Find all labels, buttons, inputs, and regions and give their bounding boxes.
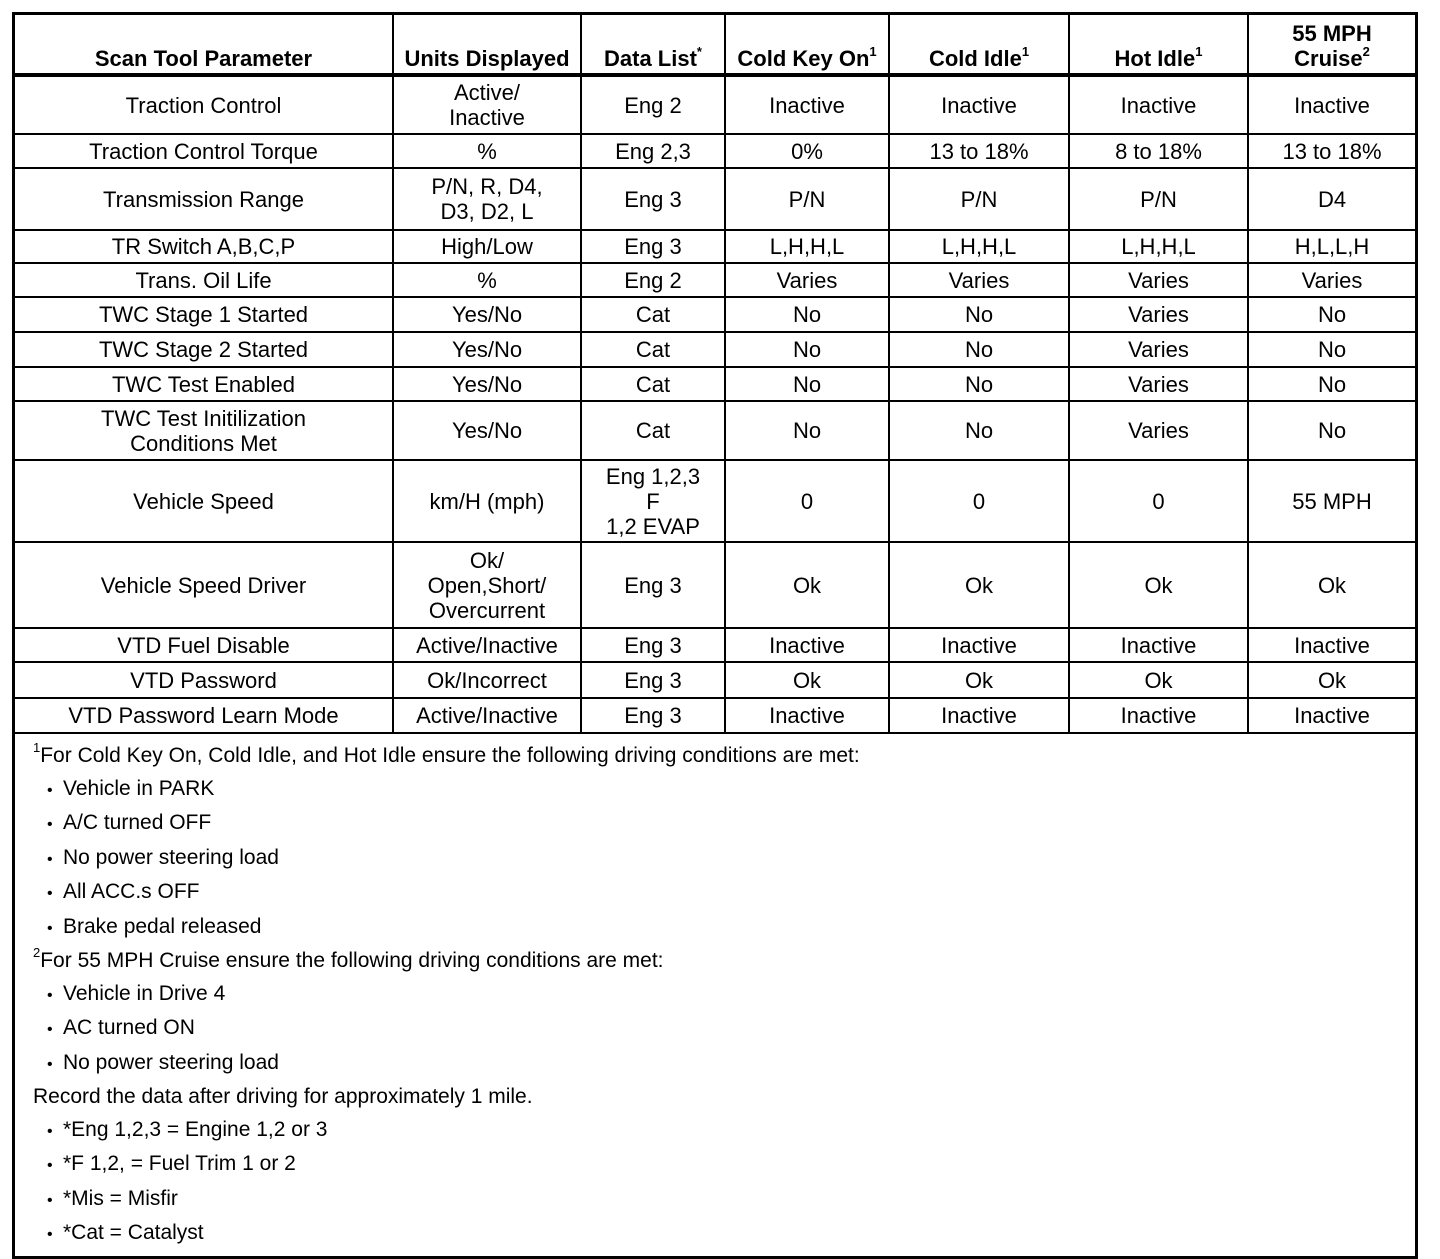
cell-cold-idle: 0	[889, 460, 1069, 542]
cell-hot-idle: Inactive	[1069, 628, 1248, 662]
cell-hot-idle: L,H,H,L	[1069, 230, 1248, 263]
table-row	[15, 75, 1415, 134]
cell-units: Ok/Incorrect	[393, 662, 581, 698]
cell-cruise-55-mph: D4	[1248, 168, 1415, 230]
cell-cruise-55-mph: Inactive	[1248, 75, 1415, 134]
header-hot-idle: Hot Idle$^1$	[1069, 15, 1248, 75]
cell-cold-key-on: No	[725, 401, 889, 460]
cell-cold-idle: No	[889, 401, 1069, 460]
cell-hot-idle: Ok	[1069, 542, 1248, 628]
scan-tool-parameter-table	[15, 15, 1415, 734]
table-row	[15, 263, 1415, 297]
cell-parameter: Traction Control	[15, 75, 393, 134]
cell-cold-idle: Ok	[889, 662, 1069, 698]
table-row	[15, 367, 1415, 401]
cell-data-list: Cat	[581, 297, 725, 332]
cell-units: %	[393, 263, 581, 297]
cell-units: Yes/No	[393, 367, 581, 401]
table-row	[15, 134, 1415, 168]
cell-cold-key-on: Inactive	[725, 628, 889, 662]
cell-cold-key-on: Ok	[725, 662, 889, 698]
footnote-2-conditions	[33, 978, 1395, 1082]
cell-parameter: TWC Test Initilization Conditions Met	[15, 401, 393, 460]
cell-cold-key-on: Inactive	[725, 698, 889, 733]
cell-hot-idle: Varies	[1069, 332, 1248, 367]
cell-hot-idle: Varies	[1069, 367, 1248, 401]
cell-units: Active/ Inactive	[393, 75, 581, 134]
cell-units: High/Low	[393, 230, 581, 263]
cell-data-list: Cat	[581, 401, 725, 460]
condition-item: • No power steering load	[63, 842, 1395, 877]
cell-data-list: Eng 2,3	[581, 134, 725, 168]
cell-hot-idle: 0	[1069, 460, 1248, 542]
condition-item: • A/C turned OFF	[63, 807, 1395, 842]
cell-cruise-55-mph: Ok	[1248, 542, 1415, 628]
cell-cold-key-on: Inactive	[725, 75, 889, 134]
condition-item: • Vehicle in PARK	[63, 773, 1395, 808]
record-instruction: Record the data after driving for approximately 1 mile.	[33, 1085, 533, 1108]
cell-parameter: TWC Stage 1 Started	[15, 297, 393, 332]
cell-parameter: Trans. Oil Life	[15, 263, 393, 297]
table-row	[15, 698, 1415, 733]
cell-cruise-55-mph: Ok	[1248, 662, 1415, 698]
cell-data-list: Eng 3	[581, 628, 725, 662]
table-row	[15, 628, 1415, 662]
cell-data-list: Cat	[581, 367, 725, 401]
cell-cold-idle: No	[889, 332, 1069, 367]
cell-hot-idle: Inactive	[1069, 75, 1248, 134]
cell-parameter: TWC Test Enabled	[15, 367, 393, 401]
cell-data-list: Eng 3	[581, 168, 725, 230]
cell-data-list: Cat	[581, 332, 725, 367]
cell-data-list: Eng 3	[581, 542, 725, 628]
cell-data-list: Eng 2	[581, 263, 725, 297]
cell-cruise-55-mph: H,L,L,H	[1248, 230, 1415, 263]
cell-units: Yes/No	[393, 401, 581, 460]
cell-hot-idle: P/N	[1069, 168, 1248, 230]
cell-cold-idle: No	[889, 297, 1069, 332]
condition-item: • No power steering load	[63, 1047, 1395, 1082]
abbreviation-legend	[33, 1114, 1395, 1252]
cell-units: Active/Inactive	[393, 698, 581, 733]
header-units-displayed: Units Displayed	[393, 15, 581, 75]
legend-item: • *Cat = Catalyst	[63, 1217, 1395, 1252]
footnote-1: $^1$For Cold Key On, Cold Idle, and Hot Idle ensure the following driving conditions are met:	[33, 740, 860, 767]
cell-hot-idle: Varies	[1069, 401, 1248, 460]
footnote-2: $^2$For 55 MPH Cruise ensure the following driving conditions are met:	[33, 945, 664, 972]
cell-cold-key-on: Ok	[725, 542, 889, 628]
cell-data-list: Eng 3	[581, 698, 725, 733]
cell-units: Ok/ Open,Short/ Overcurrent	[393, 542, 581, 628]
cell-units: Yes/No	[393, 297, 581, 332]
cell-hot-idle: 8 to 18%	[1069, 134, 1248, 168]
cell-hot-idle: Varies	[1069, 297, 1248, 332]
cell-parameter: VTD Password	[15, 662, 393, 698]
cell-parameter: VTD Password Learn Mode	[15, 698, 393, 733]
cell-hot-idle: Varies	[1069, 263, 1248, 297]
condition-item: • Vehicle in Drive 4	[63, 978, 1395, 1013]
footnote-1-conditions	[33, 773, 1395, 946]
legend-item: • *Mis = Misfir	[63, 1183, 1395, 1218]
cell-cruise-55-mph: Varies	[1248, 263, 1415, 297]
cell-parameter: Transmission Range	[15, 168, 393, 230]
cell-units: Active/Inactive	[393, 628, 581, 662]
legend-item: • *Eng 1,2,3 = Engine 1,2 or 3	[63, 1114, 1395, 1149]
cell-parameter: TWC Stage 2 Started	[15, 332, 393, 367]
cell-cruise-55-mph: Inactive	[1248, 628, 1415, 662]
cell-cold-key-on: 0%	[725, 134, 889, 168]
table-row	[15, 662, 1415, 698]
cell-cold-idle: Inactive	[889, 75, 1069, 134]
cell-cold-key-on: No	[725, 332, 889, 367]
cell-units: Yes/No	[393, 332, 581, 367]
cell-cold-idle: Ok	[889, 542, 1069, 628]
header-55-mph-cruise: 55 MPH Cruise$^2$	[1248, 15, 1415, 75]
cell-cold-key-on: 0	[725, 460, 889, 542]
cell-hot-idle: Ok	[1069, 662, 1248, 698]
scan-tool-data-sheet	[12, 12, 1418, 1259]
cell-cold-key-on: Varies	[725, 263, 889, 297]
cell-cold-key-on: L,H,H,L	[725, 230, 889, 263]
cell-cold-key-on: No	[725, 297, 889, 332]
cell-parameter: Traction Control Torque	[15, 134, 393, 168]
cell-units: %	[393, 134, 581, 168]
condition-item: • All ACC.s OFF	[63, 876, 1395, 911]
cell-parameter: Vehicle Speed Driver	[15, 542, 393, 628]
cell-units: km/H (mph)	[393, 460, 581, 542]
condition-item: • AC turned ON	[63, 1012, 1395, 1047]
table-row	[15, 542, 1415, 628]
cell-parameter: VTD Fuel Disable	[15, 628, 393, 662]
cell-cruise-55-mph: No	[1248, 401, 1415, 460]
table-row	[15, 168, 1415, 230]
header-cold-idle: Cold Idle$^1$	[889, 15, 1069, 75]
footnotes	[15, 734, 1415, 1256]
cell-hot-idle: Inactive	[1069, 698, 1248, 733]
cell-cold-idle: No	[889, 367, 1069, 401]
cell-cruise-55-mph: 13 to 18%	[1248, 134, 1415, 168]
header-cold-key-on: Cold Key On$^1$	[725, 15, 889, 75]
table-row	[15, 230, 1415, 263]
cell-cruise-55-mph: Inactive	[1248, 698, 1415, 733]
cell-cruise-55-mph: No	[1248, 367, 1415, 401]
cell-cold-idle: 13 to 18%	[889, 134, 1069, 168]
cell-cruise-55-mph: No	[1248, 332, 1415, 367]
cell-parameter: TR Switch A,B,C,P	[15, 230, 393, 263]
header-row	[15, 15, 1415, 75]
table-body	[15, 75, 1415, 733]
cell-data-list: Eng 2	[581, 75, 725, 134]
cell-parameter: Vehicle Speed	[15, 460, 393, 542]
cell-data-list: Eng 3	[581, 230, 725, 263]
legend-item: • *F 1,2, = Fuel Trim 1 or 2	[63, 1148, 1395, 1183]
cell-cold-idle: L,H,H,L	[889, 230, 1069, 263]
condition-item: • Brake pedal released	[63, 911, 1395, 946]
header-data-list: Data List*	[581, 15, 725, 75]
table-row	[15, 401, 1415, 460]
cell-cold-idle: Inactive	[889, 698, 1069, 733]
cell-cold-idle: Inactive	[889, 628, 1069, 662]
table-row	[15, 332, 1415, 367]
cell-data-list: Eng 3	[581, 662, 725, 698]
cell-cold-key-on: P/N	[725, 168, 889, 230]
table-row	[15, 297, 1415, 332]
cell-units: P/N, R, D4, D3, D2, L	[393, 168, 581, 230]
cell-data-list: Eng 1,2,3 F 1,2 EVAP	[581, 460, 725, 542]
cell-cold-idle: P/N	[889, 168, 1069, 230]
cell-cold-idle: Varies	[889, 263, 1069, 297]
cell-cruise-55-mph: 55 MPH	[1248, 460, 1415, 542]
cell-cruise-55-mph: No	[1248, 297, 1415, 332]
cell-cold-key-on: No	[725, 367, 889, 401]
table-row	[15, 460, 1415, 542]
header-scan-tool-parameter: Scan Tool Parameter	[15, 15, 393, 75]
